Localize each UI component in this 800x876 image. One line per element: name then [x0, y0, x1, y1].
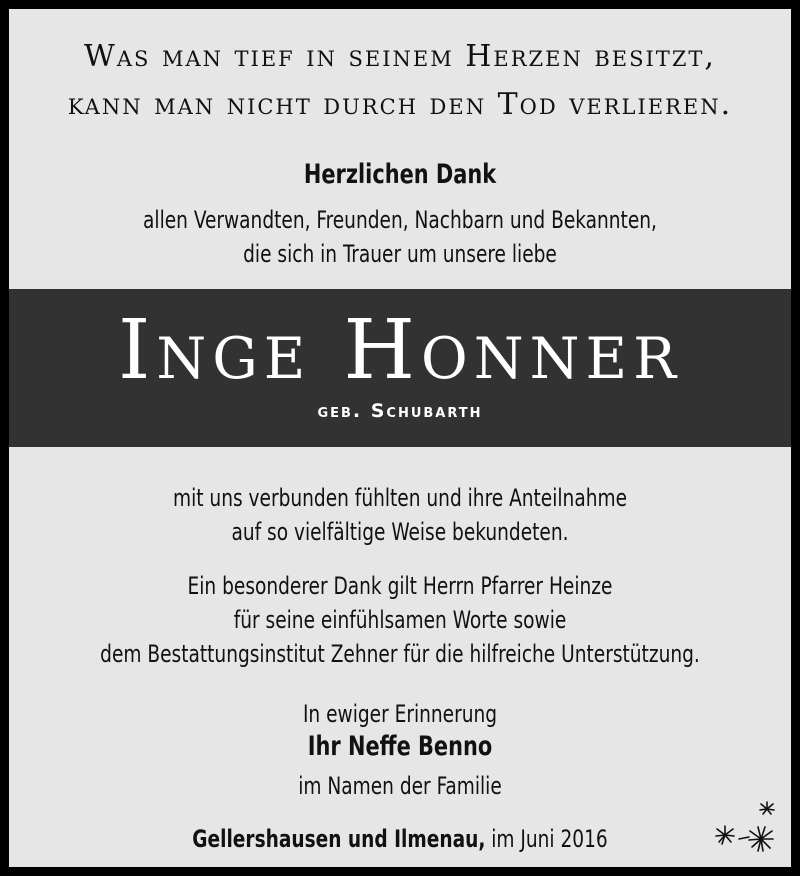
dandelion-seeds-icon	[709, 799, 779, 861]
date: im Juni 2016	[491, 825, 608, 853]
motto-line-2: kann man nicht durch den Tod verlieren.	[67, 87, 733, 122]
message-line-3: Ein besonderer Dank gilt Herrn Pfarrer Heinze	[187, 572, 613, 600]
message-line-1: mit uns verbunden fühlten und ihre Anteilnahme	[173, 484, 627, 512]
place: Gellershausen und Ilmenau,	[192, 825, 486, 853]
motto-line-1: Was man tief in seinem Herzen besitzt,	[84, 39, 716, 74]
deceased-name: Inge Honner	[118, 303, 682, 398]
birth-name: geb. Schubarth	[317, 400, 483, 422]
name-band	[9, 289, 791, 447]
thanks-line-1: allen Verwandten, Freunden, Nachbarn und Bekannten,	[143, 206, 657, 234]
message-line-4: für seine einfühlsamen Worte sowie	[233, 606, 567, 634]
thanks-heading: Herzlichen Dank	[303, 159, 497, 190]
thanks-line-2: die sich in Trauer um unsere liebe	[243, 240, 557, 268]
signer-name: Ihr Neffe Benno	[307, 731, 493, 762]
message-line-2: auf so vielfältige Weise bekundeten.	[231, 518, 569, 546]
message-line-5: dem Bestattungsinstitut Zehner für die hilfreiche Unterstützung.	[100, 640, 700, 668]
signature-intro: In ewiger Erinnerung	[302, 700, 498, 728]
place-date-line	[64, 825, 737, 853]
signature-on-behalf: im Namen der Familie	[298, 772, 502, 800]
